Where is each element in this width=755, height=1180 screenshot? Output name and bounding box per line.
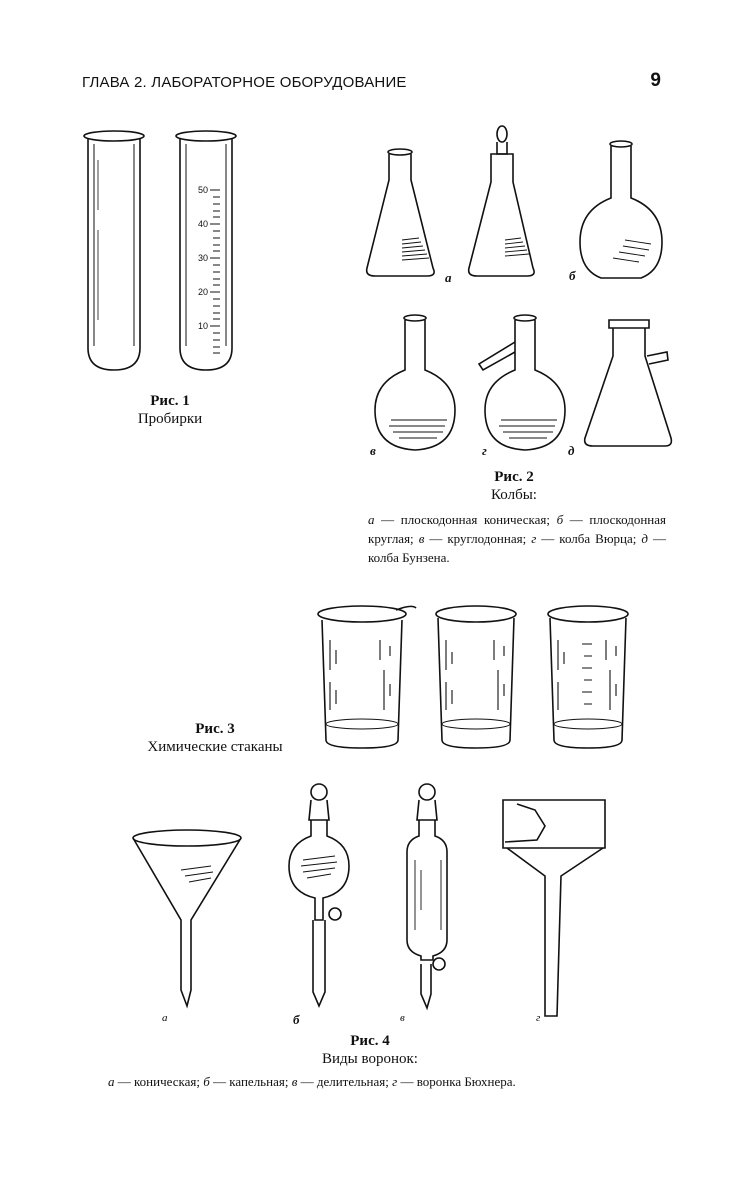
- running-head: ГЛАВА 2. ЛАБОРАТОРНОЕ ОБОРУДОВАНИЕ: [82, 74, 407, 91]
- legend-text: — колба Бунзена.: [368, 531, 667, 565]
- fig4-legend: [108, 1072, 668, 1091]
- funnel-letter-v: в: [400, 1012, 405, 1024]
- funnel-letter-b: б: [293, 1012, 300, 1027]
- scale-label: 40: [198, 219, 209, 229]
- legend-text: — воронка Бюхнера.: [397, 1074, 516, 1089]
- fig3-caption: [120, 720, 310, 756]
- flasks-illustration: [355, 120, 675, 460]
- fig1-label: Рис. 1: [150, 393, 190, 409]
- test-tubes-illustration: [70, 120, 260, 380]
- legend-letter: б: [556, 512, 564, 527]
- legend-letter: а: [368, 512, 375, 527]
- flask-letter-v: в: [370, 443, 376, 458]
- scale-label: 30: [198, 253, 209, 263]
- page-number: 9: [650, 70, 661, 91]
- scale-label: 20: [198, 287, 209, 297]
- legend-text: — круглодонная;: [424, 531, 532, 546]
- fig1-title: Пробирки: [137, 411, 203, 427]
- fig2-label: Рис. 2: [494, 469, 534, 485]
- legend-text: — колба Вюрца;: [536, 531, 642, 546]
- fig2-legend: [368, 510, 666, 567]
- legend-text: — коническая;: [114, 1074, 204, 1089]
- flask-letter-a: а: [445, 270, 452, 285]
- legend-text: — делительная;: [297, 1074, 393, 1089]
- legend-text: — плоскодонная коническая;: [374, 512, 557, 527]
- legend-letter: в: [418, 531, 425, 546]
- fig2-caption: [444, 468, 584, 504]
- fig4-title: Виды воронок:: [322, 1051, 418, 1067]
- flask-letter-g: г: [482, 443, 487, 458]
- legend-letter: г: [392, 1074, 398, 1089]
- fig1-caption: [100, 392, 240, 428]
- legend-letter: г: [531, 531, 537, 546]
- flask-letter-d: д: [568, 443, 575, 458]
- funnels-illustration: [125, 780, 630, 1020]
- funnel-letter-g: г: [536, 1012, 541, 1024]
- fig4-label: Рис. 4: [350, 1033, 390, 1049]
- beakers-illustration: [310, 600, 650, 755]
- legend-text: — плоскодонная круглая;: [368, 512, 666, 546]
- legend-letter: а: [108, 1074, 115, 1089]
- legend-text: — капельная;: [209, 1074, 292, 1089]
- flask-letter-b: б: [569, 268, 576, 283]
- funnel-letter-a: а: [162, 1012, 168, 1024]
- fig2-title: Колбы:: [491, 487, 537, 503]
- fig3-title: Химические стаканы: [147, 739, 283, 755]
- legend-letter: д: [641, 531, 648, 546]
- scale-label: 10: [198, 321, 209, 331]
- scale-label: 50: [198, 185, 209, 195]
- fig4-caption: [300, 1032, 440, 1068]
- fig3-label: Рис. 3: [195, 721, 235, 737]
- legend-letter: б: [203, 1074, 210, 1089]
- legend-letter: в: [291, 1074, 298, 1089]
